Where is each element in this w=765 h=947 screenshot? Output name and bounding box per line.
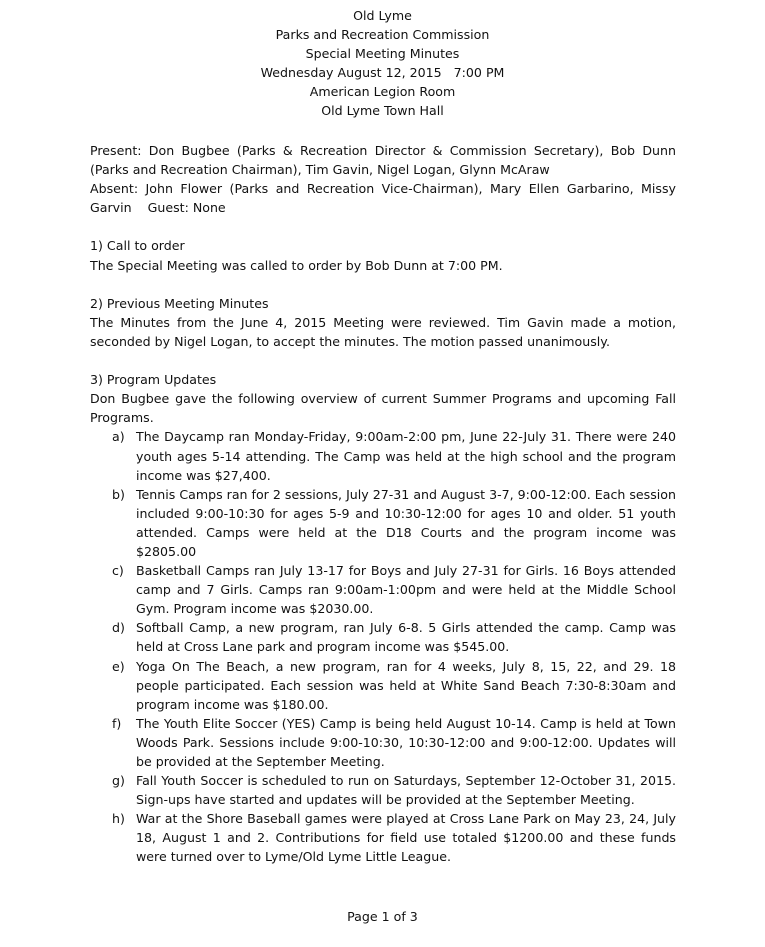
- section-heading: 1) Call to order: [90, 238, 185, 254]
- list-item-text: Basketball Camps ran July 13-17 for Boys and July 27-31 for Girls. 16 Boys attended camp and 7 Girls. Camps ran 9:00am-1:00pm and were held at the Middle School Gym. Program income was $2030.00.: [136, 563, 676, 617]
- list-item-text: Softball Camp, a new program, ran July 6-8. 5 Girls attended the camp. Camp was held at Cross Lane park and program income was $545.00.: [136, 620, 676, 655]
- section-body: The Special Meeting was called to order by Bob Dunn at 7:00 PM.: [90, 257, 503, 273]
- list-item-text: Fall Youth Soccer is scheduled to run on Saturdays, September 12-October 31, 2015. Sign-ups have started and updates will be provided at the September Meeting.: [136, 773, 676, 808]
- list-item-text: War at the Shore Baseball games were played at Cross Lane Park on May 23, 24, July 18, August 1 and 2. Contributions for field use totaled $1200.00 and these funds were turned over to Lyme/Old Lyme Little League.: [136, 811, 676, 865]
- meeting-date-time: Wednesday August 12, 2015 7:00 PM: [260, 65, 505, 81]
- list-item-text: The Daycamp ran Monday-Friday, 9:00am-2:00 pm, June 22-July 31. There were 240 youth ages 5-14 attending. The Camp was held at the high school and the program income was $27,400.: [136, 429, 676, 483]
- list-item: [90, 809, 676, 866]
- list-marker: c): [112, 563, 124, 579]
- list-item: [90, 561, 676, 618]
- list-item-text: Tennis Camps ran for 2 sessions, July 27-31 and August 3-7, 9:00-12:00. Each session included 9:00-10:30 for ages 5-9 and 10:30-12:00 for ages 10 and older. 51 youth attended. Camps were held at the D18 Courts and the program income was $2805.00: [136, 486, 676, 559]
- town-name: Old Lyme: [353, 8, 412, 23]
- document-body: [90, 141, 676, 867]
- list-item: [90, 714, 676, 771]
- section-body: Don Bugbee gave the following overview of current Summer Programs and upcoming Fall Programs.: [90, 391, 676, 426]
- page-number: Page 1 of 3: [347, 909, 418, 924]
- meeting-building: Old Lyme Town Hall: [321, 103, 444, 119]
- attendance-present: Present: Don Bugbee (Parks & Recreation Director & Commission Secretary), Bob Dunn (Parks and Recreation Chairman), Tim Gavin, Nigel Logan, Glynn McAraw: [90, 143, 676, 178]
- list-item-text: The Youth Elite Soccer (YES) Camp is being held August 10-14. Camp is held at Town Woods Park. Sessions include 9:00-10:30, 10:30-12:00 and 9:00-12:00. Updates will be provided at the September Meeting.: [136, 715, 676, 769]
- commission-name: Parks and Recreation Commission: [275, 27, 490, 43]
- program-list: [90, 427, 676, 866]
- list-item-text: Yoga On The Beach, a new program, ran for 4 weeks, July 8, 15, 22, and 29. 18 people participated. Each session was held at White Sand Beach 7:30-8:30am and program income was $180.00.: [136, 658, 676, 712]
- list-marker: d): [112, 620, 125, 636]
- list-marker: e): [112, 658, 125, 674]
- list-item: [90, 427, 676, 484]
- list-item: [90, 485, 676, 561]
- list-marker: f): [112, 715, 122, 731]
- section-heading: 3) Program Updates: [90, 372, 217, 388]
- section-call-to-order: [90, 236, 676, 274]
- meeting-type: Special Meeting Minutes: [305, 46, 460, 62]
- section-body: The Minutes from the June 4, 2015 Meeting were reviewed. Tim Gavin made a motion, seconded by Nigel Logan, to accept the minutes. The motion passed unanimously.: [90, 314, 676, 349]
- list-marker: b): [112, 486, 125, 502]
- attendance-guest: Guest: None: [147, 200, 226, 216]
- list-item: [90, 657, 676, 714]
- list-marker: a): [112, 429, 125, 445]
- list-item: [90, 618, 676, 656]
- document-header: [0, 6, 765, 121]
- section-program-updates: [90, 370, 676, 866]
- list-marker: h): [112, 811, 125, 827]
- section-heading: 2) Previous Meeting Minutes: [90, 295, 269, 311]
- list-marker: g): [112, 773, 125, 789]
- meeting-room: American Legion Room: [309, 84, 456, 100]
- attendance-absent: Absent: John Flower (Parks and Recreation Vice-Chairman), Mary Ellen Garbarino, Missy Garvin: [90, 181, 676, 216]
- attendance-absent-guest: [90, 179, 676, 217]
- list-item: [90, 771, 676, 809]
- section-previous-minutes: [90, 294, 676, 351]
